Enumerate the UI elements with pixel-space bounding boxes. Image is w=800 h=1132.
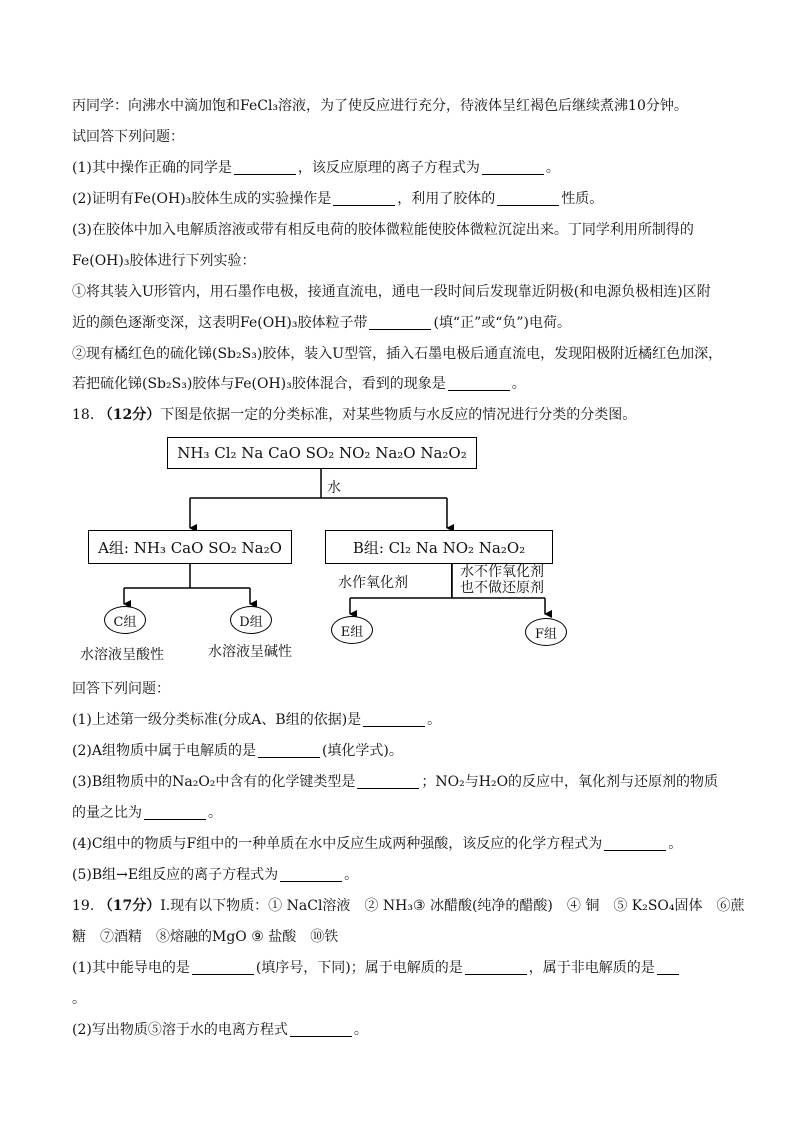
diagram-group-d-oval: D组 — [230, 606, 272, 634]
q-part: 近的颜色逐渐变深，这表明Fe(OH)₃胶体粒子带 — [72, 315, 368, 331]
q-part: 。 — [545, 160, 560, 176]
diagram-basic-label: 水溶液呈碱性 — [208, 644, 292, 660]
question-score: （12分） — [98, 407, 161, 423]
diagram-water-label: 水 — [327, 480, 341, 496]
question-19-1 — [72, 958, 681, 978]
q-part: (1)上述第一级分类标准(分成A、B组的依据)是 — [72, 712, 362, 728]
answer-blank — [280, 867, 342, 882]
text-line-2: 试回答下列问题： — [72, 129, 184, 145]
diagram-oxidizer-label: 水作氧化剂 — [338, 575, 408, 591]
q-part: (4)C组中的物质与F组中的一种单质在水中反应生成两种强酸，该反应的化学方程式为 — [72, 836, 603, 852]
question-18-4 — [72, 834, 682, 854]
q-part: 。 — [344, 867, 359, 883]
question-18-3 — [72, 772, 718, 792]
answer-blank — [192, 960, 254, 975]
q-part: 。 — [208, 805, 222, 821]
q-part: (填序号，下同)；属于电解质的是 — [255, 960, 463, 976]
q-part: (5)B组→E组反应的离子方程式为 — [72, 867, 279, 883]
answer-blank — [357, 774, 419, 789]
q-part: ；NO₂与H₂O的反应中，氧化剂与还原剂的物质 — [421, 774, 719, 790]
question-19-2 — [72, 1020, 368, 1040]
text-line-9: ②现有橘红色的硫化锑(Sb₂S₃)胶体，装入U型管，插入石墨电极后通直流电，发现阳极附近橘红色加深， — [72, 346, 723, 362]
question-19-1-cont: 。 — [72, 991, 86, 1007]
q-part: (1)其中能导电的是 — [72, 960, 190, 976]
answer-blank — [657, 960, 679, 975]
text-line-6: Fe(OH)₃胶体进行下列实验： — [72, 253, 256, 269]
q-part: ，属于非电解质的是 — [528, 960, 655, 976]
q-part: (2)A组物质中属于电解质的是 — [72, 743, 256, 759]
q-part: ，该反应原理的离子方程式为 — [297, 160, 480, 176]
answer-blank — [290, 1022, 352, 1037]
question-18-intro: 回答下列问题： — [72, 681, 170, 697]
answer-blank — [604, 836, 666, 851]
question-19-text-cont: 糖 ⑦酒精 ⑧熔融的MgO ⑨ 盐酸 ⑩铁 — [72, 929, 339, 945]
q-part: 。 — [427, 712, 442, 728]
diagram-acidic-label: 水溶液呈酸性 — [80, 647, 164, 663]
q-part: 若把硫化锑(Sb₂S₃)胶体与Fe(OH)₃胶体混合，看到的现象是 — [72, 376, 446, 392]
q-part: 性质。 — [561, 191, 604, 207]
q-part: (3)B组物质中的Na₂O₂中含有的化学键类型是 — [72, 774, 356, 790]
q-part: 。 — [353, 1022, 368, 1038]
diagram-group-e-oval: E组 — [331, 616, 373, 644]
diagram-neither-label — [460, 564, 544, 596]
text-line-1: 丙同学：向沸水中滴加饱和FeCl₃溶液，为了使反应进行充分，待液体呈红褐色后继续煮沸10分钟。 — [72, 98, 688, 114]
question-text: 下图是依据一定的分类标准，对某些物质与水反应的情况进行分类的分类图。 — [160, 407, 637, 423]
question-18-5 — [72, 865, 358, 885]
answer-blank — [144, 805, 206, 820]
question-18-1 — [72, 710, 441, 730]
diagram-group-f-oval: F组 — [525, 618, 567, 646]
text-line-5: (3)在胶体中加入电解质溶液或带有相反电荷的胶体微粒能使胶体微粒沉淀出来。丁同学利用所制得的 — [72, 222, 694, 238]
diagram-group-a-box: A组: NH₃ CaO SO₂ Na₂O — [88, 530, 292, 564]
text-line-7: ①将其装入U形管内，用石墨作电极，接通直流电，通电一段时间后发现靠近阴极(和电源负极相连)区附 — [72, 284, 711, 300]
answer-blank — [363, 712, 425, 727]
question-18-3-cont — [72, 803, 222, 823]
q-part: (填“正”或“负”)电荷。 — [433, 315, 572, 331]
diagram-top-box: NH₃ Cl₂ Na CaO SO₂ NO₂ Na₂O Na₂O₂ — [167, 437, 477, 469]
question-text: Ⅰ.现有以下物质：① NaCl溶液 ② NH₃③ 冰醋酸(纯净的醋酸) ④ 铜 ⑤ K₂SO₄固体 ⑥蔗 — [160, 898, 745, 914]
diagram-group-c-oval: C组 — [104, 606, 146, 634]
diagram-divider — [451, 563, 452, 598]
q-part: (2)证明有Fe(OH)₃胶体生成的实验操作是 — [72, 191, 332, 207]
q-part: 。 — [668, 836, 683, 852]
q-part: 。 — [511, 376, 526, 392]
q-part: (1)其中操作正确的同学是 — [72, 160, 232, 176]
question-score: （17分） — [98, 898, 161, 914]
q-part: ，利用了胶体的 — [397, 191, 496, 207]
q-part: (填化学式)。 — [321, 743, 403, 759]
q-part: (2)写出物质⑤溶于水的电离方程式 — [72, 1022, 288, 1038]
question-18-2 — [72, 741, 403, 761]
q-part: 的量之比为 — [72, 805, 142, 821]
question-number: 18. — [72, 407, 95, 423]
question-number: 19. — [72, 898, 95, 914]
diagram-group-b-box: B组: Cl₂ Na NO₂ Na₂O₂ — [325, 530, 553, 564]
label-line: 水不作氧化剂 — [460, 564, 544, 580]
label-line: 也不做还原剂 — [460, 580, 544, 596]
answer-blank — [465, 960, 527, 975]
answer-blank — [258, 743, 320, 758]
question-19-header — [72, 896, 745, 916]
